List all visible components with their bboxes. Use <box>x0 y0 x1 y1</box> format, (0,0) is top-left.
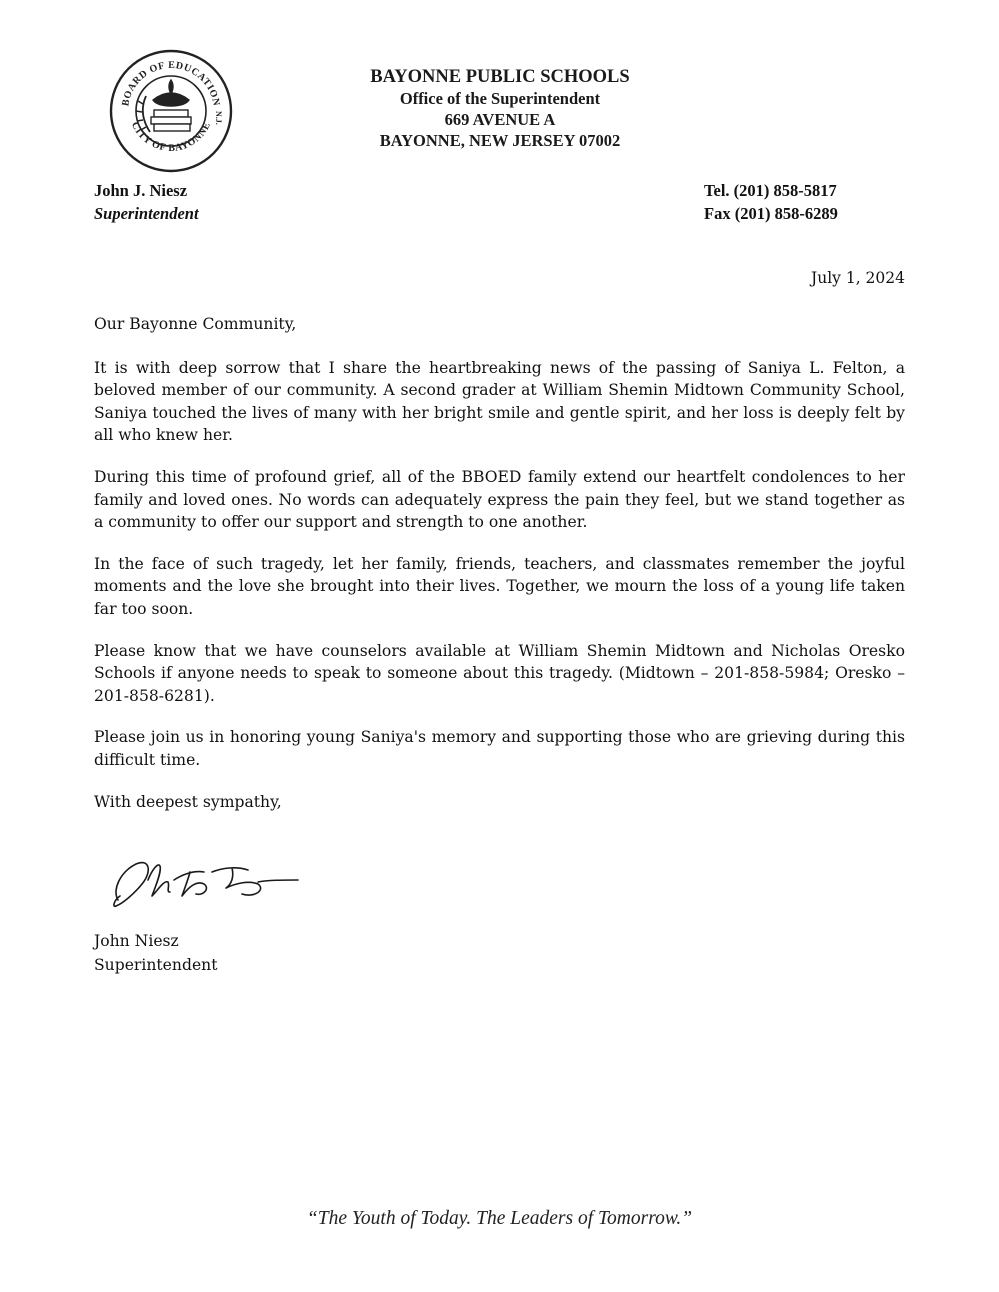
svg-text:CITY OF BAYONNE: CITY OF BAYONNE <box>128 120 214 154</box>
footer-motto: “The Youth of Today. The Leaders of Tomorrow.” <box>306 1208 693 1229</box>
paragraph: In the face of such tragedy, let her family, friends, teachers, and classmates remember the joyful moments and the love she brought into their lives. Together, we mourn the loss of a young life taken far too soon. <box>94 554 905 618</box>
letterhead <box>300 66 700 151</box>
board-of-education-seal <box>108 48 234 174</box>
letter-body <box>94 313 905 813</box>
signer-name: John Niesz <box>94 932 179 950</box>
signer-title: Superintendent <box>94 956 218 974</box>
office-name: Office of the Superintendent <box>399 89 601 108</box>
salutation: Our Bayonne Community, <box>94 315 297 333</box>
paragraph: Please know that we have counselors available at William Shemin Midtown and Nicholas Oresko Schools if anyone needs to speak to someone about this tragedy. (Midtown – 201-858-5984; Oresko – 201-858-6281). <box>94 641 905 705</box>
fax: Fax (201) 858-6289 <box>704 204 838 223</box>
letter-date: July 1, 2024 <box>811 269 905 287</box>
contact-block <box>704 179 838 225</box>
sender-name: John J. Niesz <box>94 181 188 200</box>
paragraph: It is with deep sorrow that I share the heartbreaking news of the passing of Saniya L. Felton, a beloved member of our community. A second grader at William Shemin Midtown Community School, Saniya touched the lives of many with her bright smile and gentle spirit, and her loss is deeply felt by all who knew her. <box>94 358 905 445</box>
street-address: 669 AVENUE A <box>444 110 556 129</box>
svg-text:BOARD OF EDUCATION: BOARD OF EDUCATION <box>120 59 222 108</box>
closing: With deepest sympathy, <box>94 792 282 811</box>
sender-block <box>94 179 199 225</box>
telephone: Tel. (201) 858-5817 <box>704 181 837 200</box>
signature <box>108 850 303 915</box>
sender-title: Superintendent <box>94 204 199 223</box>
paragraph: During this time of profound grief, all of the BBOED family extend our heartfelt condolences to her family and loved ones. No words can adequately express the pain they feel, but we stand together as a community to offer our support and strength to one another. <box>94 467 905 532</box>
paragraph: Please join us in honoring young Saniya's memory and supporting those who are grieving during this difficult time. <box>94 728 905 769</box>
signoff-block <box>94 929 217 977</box>
organization-name: BAYONNE PUBLIC SCHOOLS <box>370 67 630 87</box>
svg-text:N.J.: N.J. <box>214 111 223 125</box>
city-address: BAYONNE, NEW JERSEY 07002 <box>379 131 621 150</box>
